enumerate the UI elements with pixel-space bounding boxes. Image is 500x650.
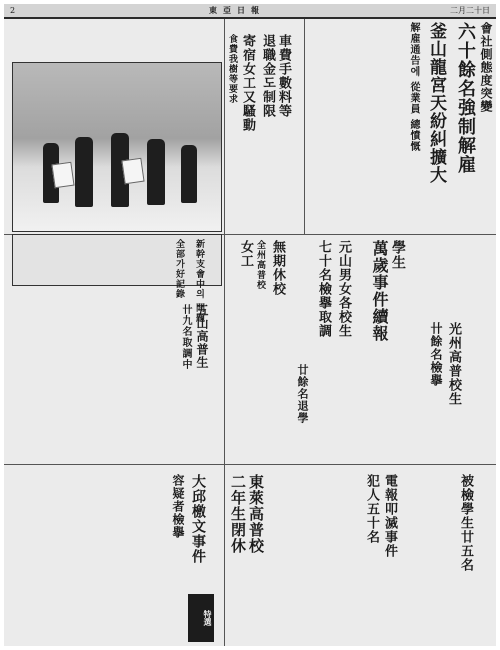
masthead [4, 4, 496, 19]
daegu-article [14, 474, 164, 642]
newspaper-page [4, 4, 496, 646]
boxed-notice [12, 234, 222, 324]
goheung-article [14, 290, 174, 460]
seventy-headline: 七十名檢擧取調 [316, 240, 331, 338]
goheung-subhead: 卄九名取調中 [180, 304, 191, 370]
busan-subhead: 解雇通告에 從業員 總憤慨 [408, 22, 419, 152]
indef-headline: 無期休校 [270, 240, 285, 296]
paper-name: 東亞日報 [209, 5, 265, 15]
gwangju-headline: 光州高普校生 [446, 322, 461, 406]
arrested-article [404, 474, 452, 642]
dorm-headline: 寄宿女工又騷動 [240, 34, 255, 132]
yuan-headline: 元山男女各校生 [336, 240, 351, 338]
phone-article [320, 474, 358, 642]
page-number: 2 [10, 6, 16, 15]
lead-article [314, 22, 402, 232]
notice-body: 全部가好記錄 [174, 239, 184, 299]
notice-title: 新幹支會中의 問題 [194, 239, 204, 324]
ad-block: 特選 [188, 594, 214, 642]
lead-headline: 六十餘名強制解雇 [455, 22, 476, 174]
column-rule [304, 19, 305, 234]
daegu-subhead: 容疑者檢擧 [171, 474, 185, 539]
column-rule [224, 19, 225, 646]
phone-subhead: 犯人五十名 [364, 474, 379, 544]
arrested-headline: 被檢學生廿五名 [458, 474, 473, 572]
dongnae-article [274, 474, 314, 642]
issue-date: 二月二十日 [450, 6, 490, 15]
section-rule [4, 464, 496, 465]
indef-subhead: 全州高普校 [255, 240, 265, 290]
lead-kicker: 會社側態度突變 [479, 22, 493, 113]
phone-headline: 電報叩滅事件 [382, 474, 397, 558]
female-workers-label: 女工 [238, 240, 253, 268]
goheung-headline: 五山高普生 [195, 304, 209, 369]
daegu-headline: 大邱檄文事件 [190, 474, 206, 564]
cost-headline: 車費手數料等 [276, 34, 291, 118]
news-photo [12, 62, 222, 232]
cost-subhead: 退職金도制限 [260, 34, 275, 118]
dongnae-subhead: 二年生閉休 [229, 474, 247, 554]
dongnae-headline: 東萊高普校 [247, 474, 265, 554]
students-label: 學生 [390, 240, 406, 270]
wansan-headline: 萬歲事件續報 [370, 240, 389, 342]
dorm-subhead: 食費我樹等要求 [227, 34, 237, 104]
busan-headline: 釜山龍宮天紛糾擴大 [426, 22, 446, 184]
gwangju-subhead: 卄餘名檢擧 [429, 322, 443, 387]
expelled-headline: 廿餘名退學 [296, 364, 309, 424]
